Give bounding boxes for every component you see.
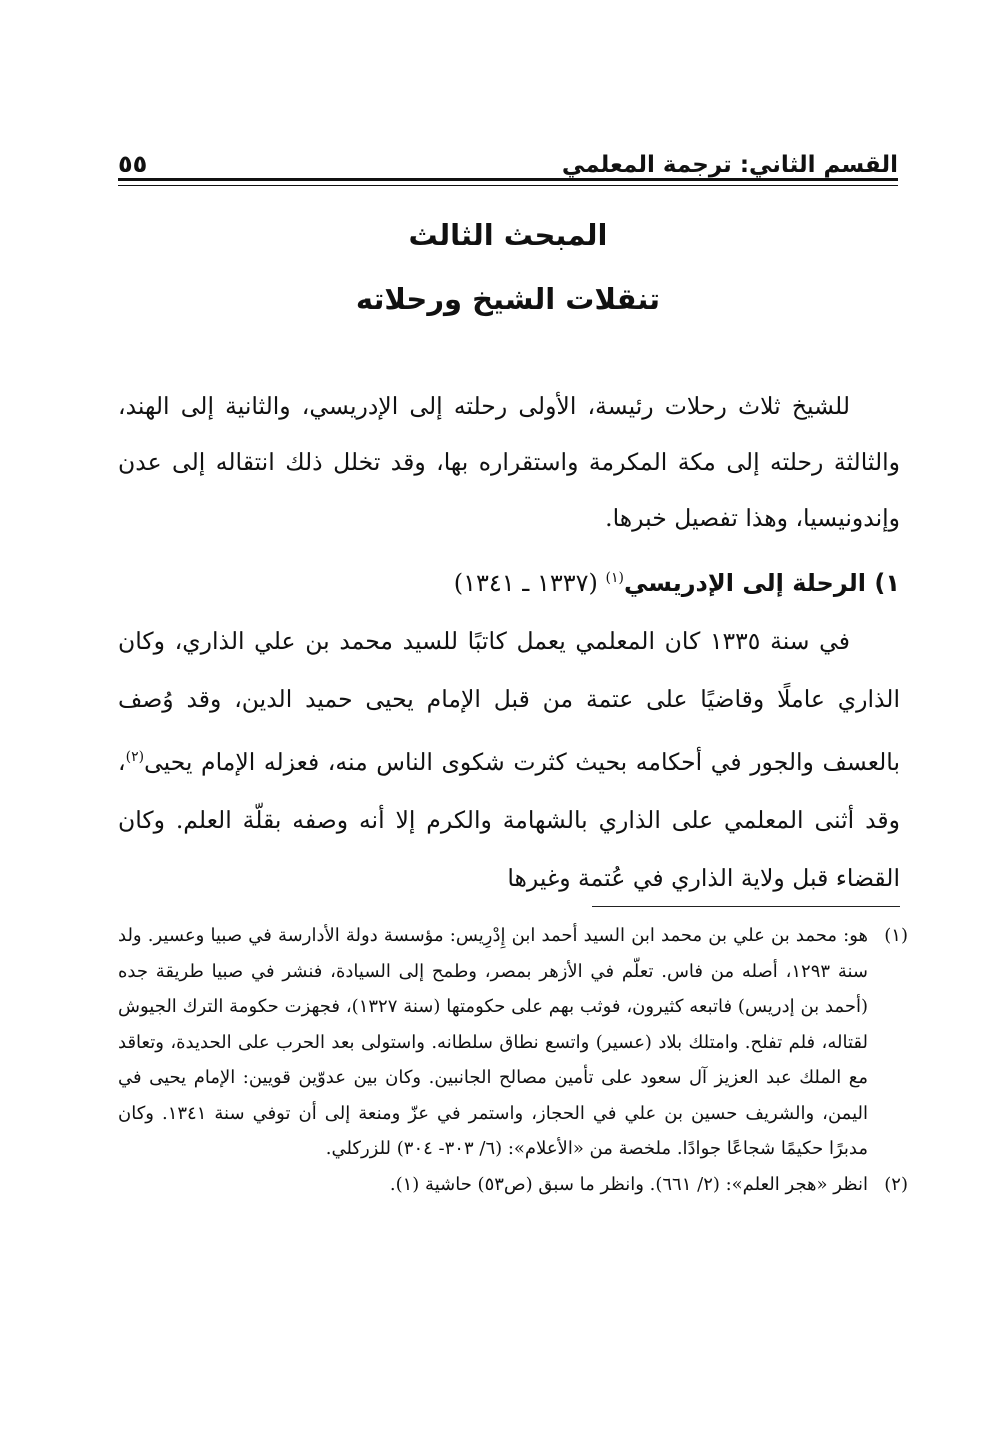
section-title: المبحث الثالث	[408, 218, 608, 252]
paragraph-2-block	[118, 612, 900, 907]
section-subtitle: تنقلات الشيخ ورحلاته	[355, 282, 661, 316]
intro-paragraph-block	[118, 378, 900, 546]
intro-paragraph: للشيخ ثلاث رحلات رئيسة، الأولى رحلته إلى الإدريسي، والثانية إلى الهند، والثالثة رحلته إلى مكة المكرمة واستقراره بها، وقد تخلل ذلك انتقاله إلى عدن وإندونيسيا، وهذا تفصيل خبرها.	[118, 392, 900, 532]
footnote-text: انظر «هجر العلم»: (٢/ ٦٦١). وانظر ما سبق (ص٥٣) حاشية (١).	[389, 1173, 868, 1195]
running-title: القسم الثاني: ترجمة المعلمي	[561, 152, 898, 178]
subsection-heading-text: ١) الرحلة إلى الإدريسي	[624, 569, 900, 597]
page-number: ٥٥	[118, 150, 148, 178]
footnote-ref-1[interactable]: (١)	[605, 570, 625, 586]
footnote-item	[118, 918, 908, 1167]
paragraph-2-part1: في سنة ١٣٣٥ كان المعلمي يعمل كاتبًا للسيد محمد بن علي الذاري، وكان الذاري عاملًا وقاضيًا على عتمة من قبل الإمام يحيى حميد الدين، وقد وُصف بالعسف والجور في أحكامه بحيث كثرت شكوى الناس منه، فعزله الإمام يحيى	[118, 627, 900, 776]
header-divider	[118, 178, 898, 186]
footnote-number: (١)	[884, 925, 908, 946]
paragraph-2	[118, 612, 900, 907]
footnote-text: هو: محمد بن علي بن محمد ابن السيد أحمد ابن إِدْرِيس: مؤسسة دولة الأدارسة في صبيا وعسير. ولد سنة ١٢٩٣، أصله من فاس. تعلّم في الأزهر بمصر، وطمح إلى السيادة، فنشر في صبيا طريقة جده (أحمد بن إدريس) فاتبعه كثيرون، فوثب بهم على حكومتها (سنة ١٣٢٧)، فجهزت حكومة الترك الجيوش لقتاله، فلم تفلح. وامتلك بلاد (عسير) واتسع نطاق سلطانه. واستولى بعد الحرب على الحديدة، وتعاقد مع الملك عبد العزيز آل سعود على تأمين مصالح الجانبين. وكان بين عدوّين قويين: الإمام يحيى في اليمن، والشريف حسين بن علي في الحجاز، واستمر في عزّ ومنعة إلى أن توفي سنة ١٣٤١. وكان مدبرًا حكيمًا شجاعًا جوادًا. ملخصة من «الأعلام»: (٦/ ٣٠٣- ٣٠٤) للزركلي.	[118, 925, 869, 1159]
footnotes	[118, 918, 908, 1202]
footnote-number: (٢)	[884, 1173, 908, 1195]
subsection-years: (١٣٣٧ ـ ١٣٤١)	[453, 569, 598, 597]
footnote-separator	[592, 906, 900, 907]
subsection-heading	[118, 548, 900, 613]
paragraph-2-part2: ، وقد أثنى المعلمي على الذاري بالشهامة والكرم إلا أنه وصفه بقلّة العلم. وكان القضاء قبل ولاية الذاري في عُتمة وغيرها	[118, 747, 900, 892]
footnote-item	[118, 1167, 908, 1203]
footnote-ref-2[interactable]: (٢)	[125, 749, 145, 765]
running-header	[118, 138, 898, 178]
